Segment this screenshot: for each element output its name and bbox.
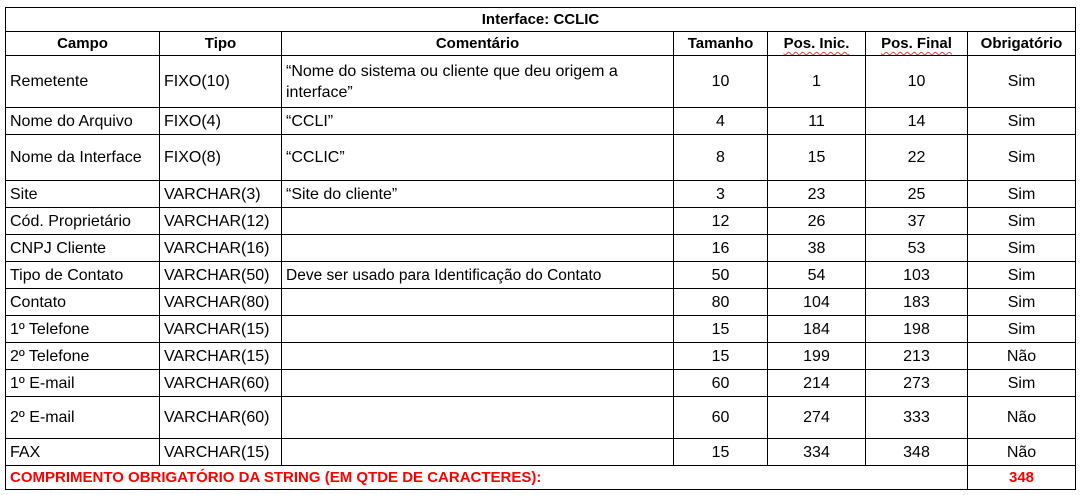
- cell-campo: 1º E-mail: [6, 370, 160, 397]
- cell-comentario: “CCLIC”: [282, 135, 674, 181]
- cell-campo: Contato: [6, 289, 160, 316]
- cell-tamanho: 15: [674, 343, 768, 370]
- cell-pos-inic: 274: [768, 397, 866, 439]
- cell-tipo: FIXO(8): [160, 135, 282, 181]
- cell-comentario: [282, 439, 674, 466]
- cell-pos-final: 273: [866, 370, 968, 397]
- table-row: [6, 208, 1076, 235]
- cell-campo: Tipo de Contato: [6, 262, 160, 289]
- table-row: [6, 370, 1076, 397]
- cell-pos-inic: 334: [768, 439, 866, 466]
- cell-tamanho: 16: [674, 235, 768, 262]
- cell-comentario: “Nome do sistema ou cliente que deu origem a interface”: [282, 56, 674, 108]
- table-row: [6, 289, 1076, 316]
- cell-campo: Nome do Arquivo: [6, 108, 160, 135]
- cell-campo: FAX: [6, 439, 160, 466]
- cell-comentario: [282, 289, 674, 316]
- cell-obrigatorio: Não: [968, 343, 1076, 370]
- table-row: [6, 135, 1076, 181]
- cell-obrigatorio: Sim: [968, 316, 1076, 343]
- cell-pos-inic: 54: [768, 262, 866, 289]
- cell-tipo: VARCHAR(3): [160, 181, 282, 208]
- cell-pos-final: 25: [866, 181, 968, 208]
- cell-tamanho: 4: [674, 108, 768, 135]
- cell-comentario: [282, 343, 674, 370]
- cell-pos-inic: 38: [768, 235, 866, 262]
- cell-pos-final: 348: [866, 439, 968, 466]
- cell-tamanho: 3: [674, 181, 768, 208]
- table-row: [6, 108, 1076, 135]
- cell-comentario: [282, 370, 674, 397]
- cell-pos-inic: 214: [768, 370, 866, 397]
- cell-pos-inic: 15: [768, 135, 866, 181]
- cell-tamanho: 15: [674, 439, 768, 466]
- cell-campo: Nome da Interface: [6, 135, 160, 181]
- cell-obrigatorio: Sim: [968, 181, 1076, 208]
- cell-pos-inic: 26: [768, 208, 866, 235]
- footer-label: COMPRIMENTO OBRIGATÓRIO DA STRING (EM QTDE DE CARACTERES):: [6, 466, 968, 490]
- table-row: [6, 397, 1076, 439]
- cell-tipo: VARCHAR(15): [160, 343, 282, 370]
- cell-pos-final: 183: [866, 289, 968, 316]
- cell-comentario: [282, 235, 674, 262]
- footer-total: 348: [968, 466, 1076, 490]
- cell-pos-inic: 11: [768, 108, 866, 135]
- cell-tipo: VARCHAR(80): [160, 289, 282, 316]
- cell-pos-final: 53: [866, 235, 968, 262]
- header-tamanho: Tamanho: [674, 32, 768, 56]
- table-row: [6, 439, 1076, 466]
- cell-obrigatorio: Sim: [968, 208, 1076, 235]
- cell-obrigatorio: Não: [968, 439, 1076, 466]
- table-row: [6, 262, 1076, 289]
- cell-tamanho: 50: [674, 262, 768, 289]
- cell-campo: 1º Telefone: [6, 316, 160, 343]
- cell-tipo: VARCHAR(16): [160, 235, 282, 262]
- cell-obrigatorio: Sim: [968, 135, 1076, 181]
- cell-pos-inic: 104: [768, 289, 866, 316]
- cell-tipo: FIXO(10): [160, 56, 282, 108]
- cell-tipo: VARCHAR(50): [160, 262, 282, 289]
- table-row: [6, 56, 1076, 108]
- cell-campo: 2º E-mail: [6, 397, 160, 439]
- title-row: [6, 8, 1076, 32]
- cell-comentario: [282, 397, 674, 439]
- table-row: [6, 181, 1076, 208]
- cell-obrigatorio: Sim: [968, 289, 1076, 316]
- cell-obrigatorio: Não: [968, 397, 1076, 439]
- cell-obrigatorio: Sim: [968, 108, 1076, 135]
- header-pos-inic-label: Pos. Inic.: [783, 35, 850, 52]
- cell-comentario: “Site do cliente”: [282, 181, 674, 208]
- cell-campo: Cód. Proprietário: [6, 208, 160, 235]
- cell-pos-inic: 23: [768, 181, 866, 208]
- cell-tipo: VARCHAR(12): [160, 208, 282, 235]
- cell-tamanho: 15: [674, 316, 768, 343]
- cell-pos-final: 103: [866, 262, 968, 289]
- cell-pos-inic: 184: [768, 316, 866, 343]
- table-title: Interface: CCLIC: [6, 8, 1076, 32]
- header-obrigatorio: Obrigatório: [968, 32, 1076, 56]
- footer-row: [6, 466, 1076, 490]
- cell-obrigatorio: Sim: [968, 56, 1076, 108]
- header-campo: Campo: [6, 32, 160, 56]
- cell-pos-final: 14: [866, 108, 968, 135]
- cell-tipo: VARCHAR(60): [160, 397, 282, 439]
- header-pos-final-label: Pos. Final: [881, 35, 952, 52]
- cell-pos-final: 22: [866, 135, 968, 181]
- header-pos-inic: [768, 32, 866, 56]
- cell-comentario: [282, 208, 674, 235]
- cell-campo: CNPJ Cliente: [6, 235, 160, 262]
- cell-tamanho: 60: [674, 397, 768, 439]
- cell-campo: 2º Telefone: [6, 343, 160, 370]
- cell-tamanho: 12: [674, 208, 768, 235]
- cell-campo: Remetente: [6, 56, 160, 108]
- table-row: [6, 316, 1076, 343]
- cell-pos-final: 333: [866, 397, 968, 439]
- cell-campo: Site: [6, 181, 160, 208]
- table-row: [6, 343, 1076, 370]
- cell-pos-final: 37: [866, 208, 968, 235]
- interface-table-container: [5, 7, 1076, 490]
- cell-pos-final: 198: [866, 316, 968, 343]
- header-comentario: Comentário: [282, 32, 674, 56]
- header-pos-final: [866, 32, 968, 56]
- cell-tipo: VARCHAR(15): [160, 316, 282, 343]
- cell-tamanho: 10: [674, 56, 768, 108]
- cell-tipo: FIXO(4): [160, 108, 282, 135]
- header-tipo: Tipo: [160, 32, 282, 56]
- interface-spec-table: [5, 7, 1076, 490]
- cell-pos-final: 213: [866, 343, 968, 370]
- cell-tipo: VARCHAR(60): [160, 370, 282, 397]
- cell-obrigatorio: Sim: [968, 262, 1076, 289]
- cell-pos-inic: 199: [768, 343, 866, 370]
- cell-comentario: [282, 316, 674, 343]
- cell-comentario: Deve ser usado para Identificação do Contato: [282, 262, 674, 289]
- cell-pos-final: 10: [866, 56, 968, 108]
- cell-pos-inic: 1: [768, 56, 866, 108]
- cell-obrigatorio: Sim: [968, 235, 1076, 262]
- cell-tamanho: 80: [674, 289, 768, 316]
- cell-tamanho: 8: [674, 135, 768, 181]
- table-row: [6, 235, 1076, 262]
- cell-comentario: “CCLI”: [282, 108, 674, 135]
- cell-tamanho: 60: [674, 370, 768, 397]
- cell-obrigatorio: Sim: [968, 370, 1076, 397]
- header-row: [6, 32, 1076, 56]
- cell-tipo: VARCHAR(15): [160, 439, 282, 466]
